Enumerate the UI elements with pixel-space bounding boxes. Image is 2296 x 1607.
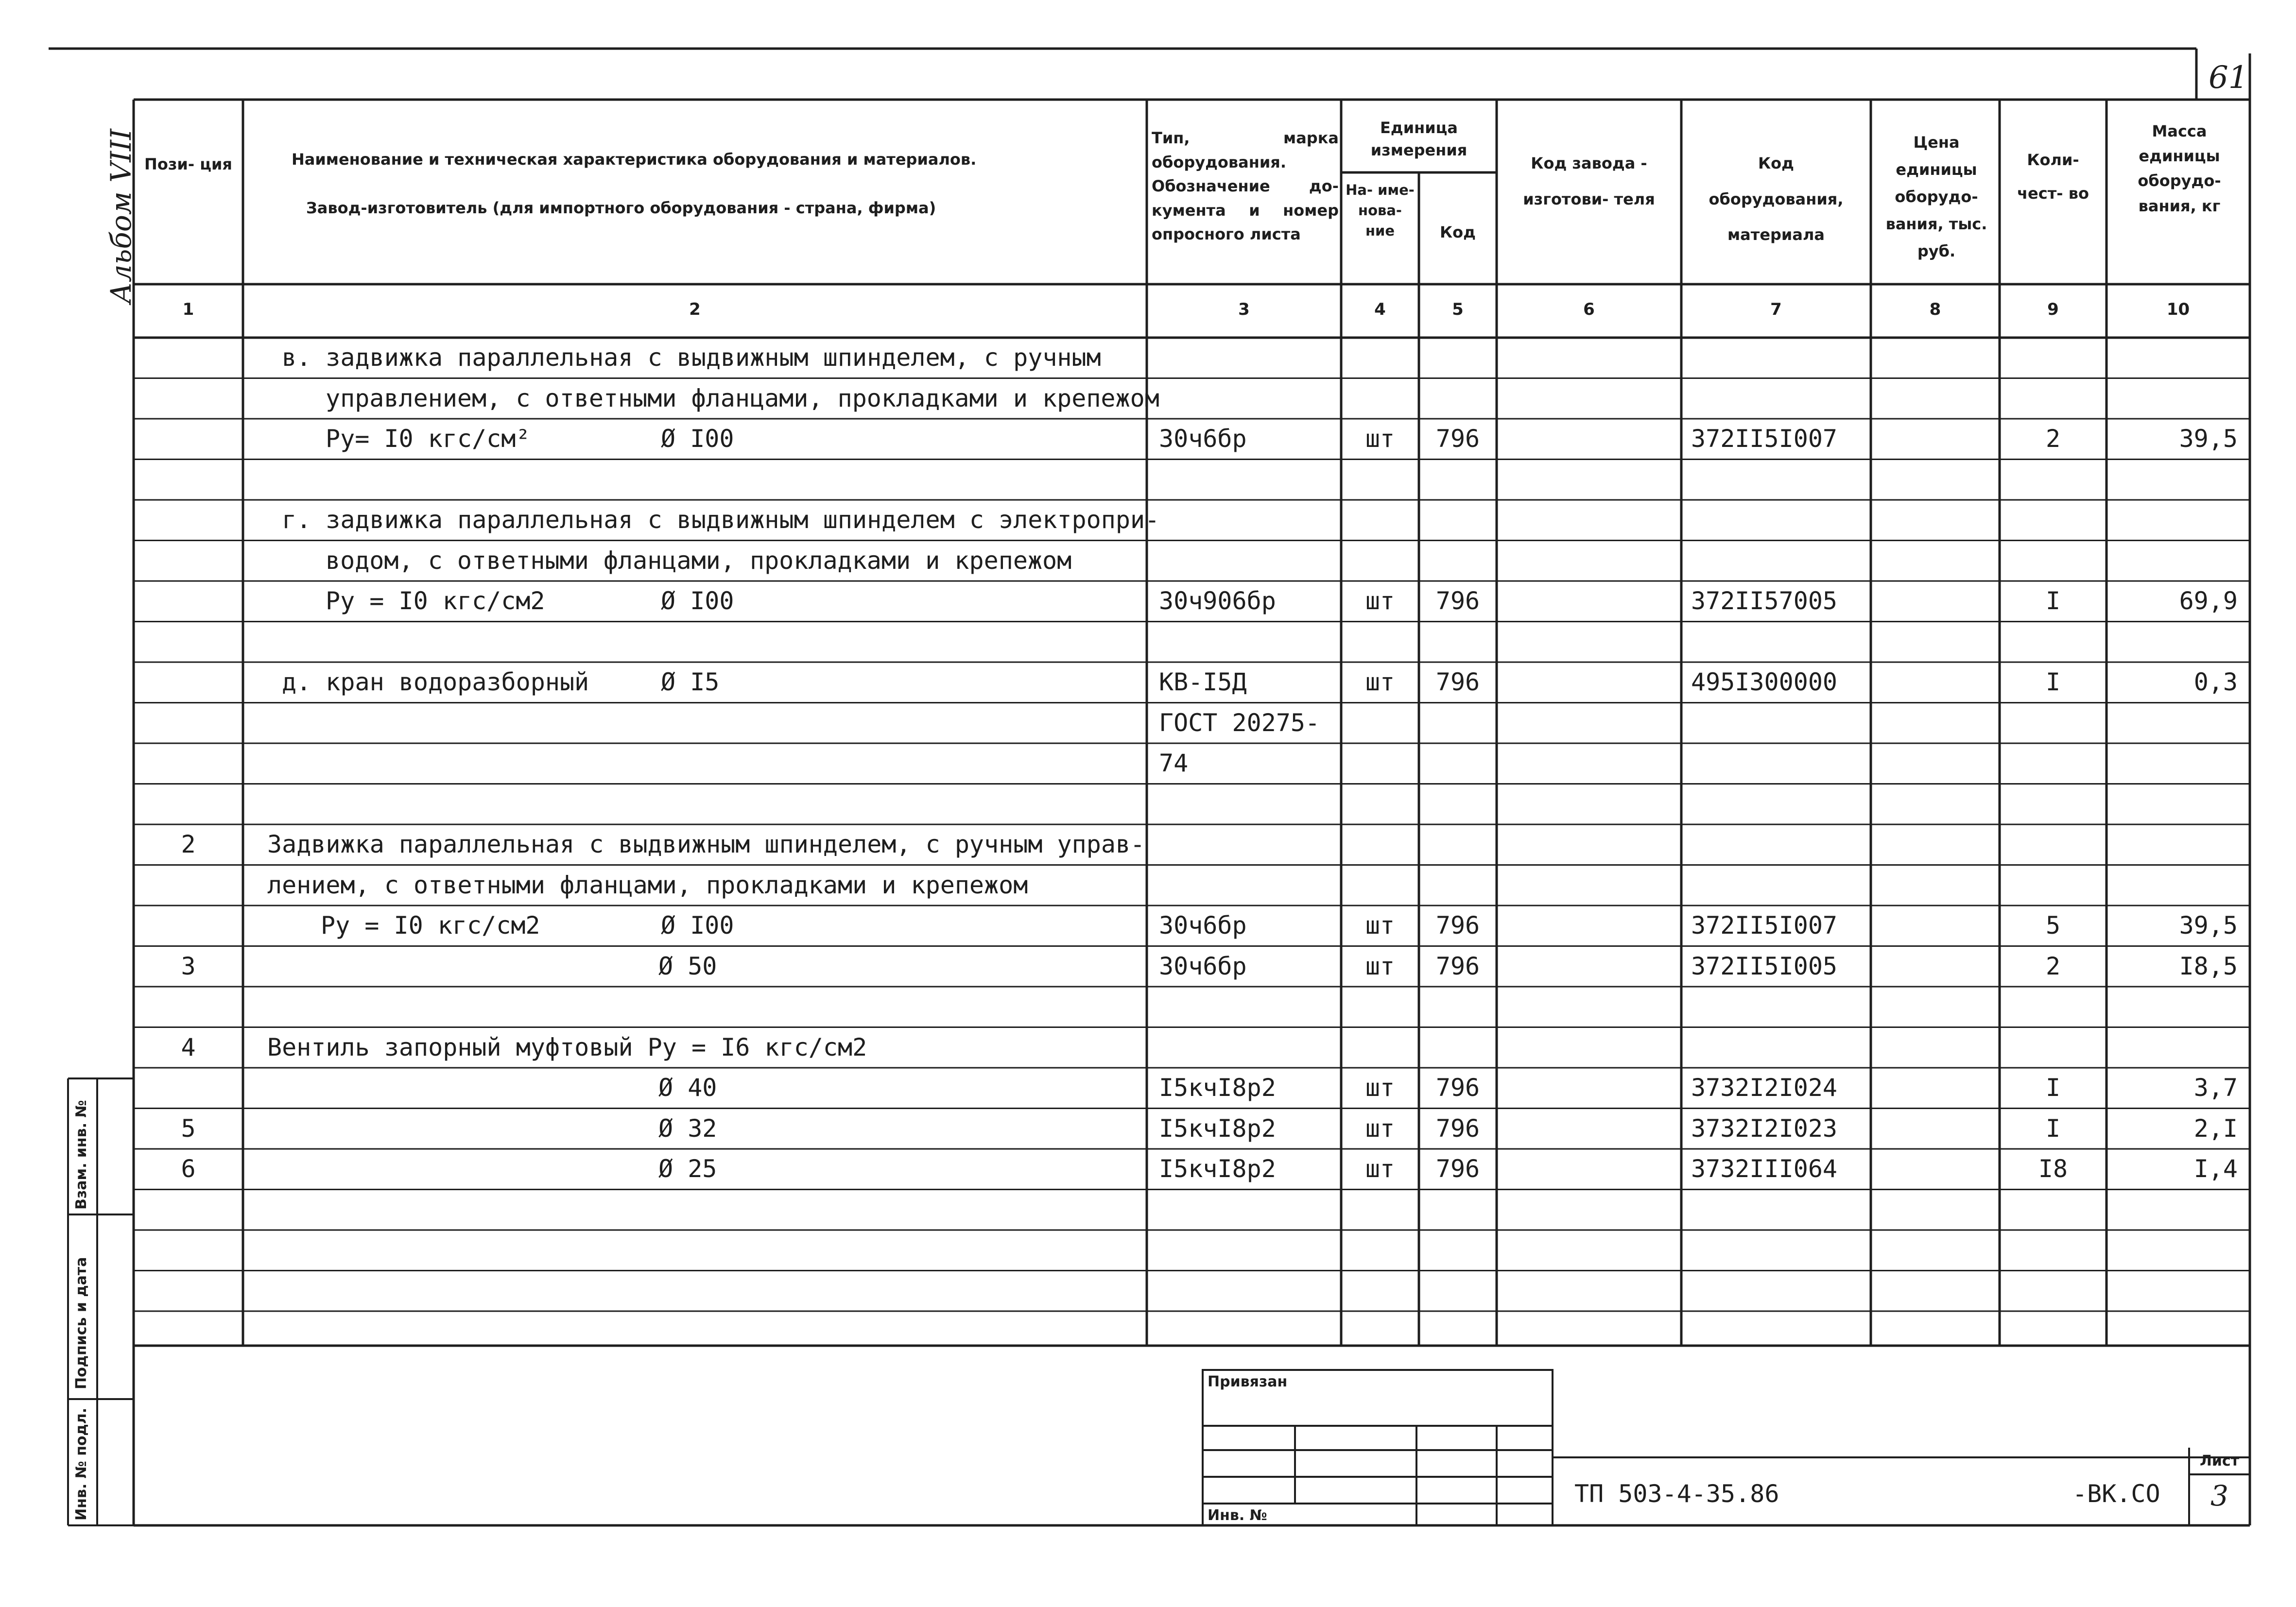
header-factory-code: Код завода - изготови- теля [1523,154,1655,208]
header-unit-mass: Масса единицы оборудо- вания, кг [2138,122,2221,215]
column-number: 5 [1452,300,1464,319]
row-type: 30ч6бр [1159,911,1247,940]
row-quantity: I8 [2038,1155,2068,1183]
row-diameter: Ø I5 [661,668,720,696]
row-quantity: 2 [2045,425,2061,453]
row-material-code: 3732III064 [1691,1155,1838,1183]
header-type: Тип, марка оборудования. Обозначение до- кумента и номер опросного листа [1152,129,1339,244]
row-name: управлением, с ответными фланцами, прокладками и крепежом [326,384,1159,412]
row-material-code: 495I300000 [1691,668,1838,696]
header-unit-price: Цена единицы оборудо- вания, тыс. руб. [1885,133,1987,260]
row-quantity: 2 [2045,952,2061,980]
row-quantity: I [2045,1074,2061,1102]
row-name: Py = I0 кгс/см2 [326,587,545,615]
row-quantity: I [2045,1114,2061,1143]
row-mass: 3,7 [2193,1074,2238,1102]
row-diameter: Ø 40 [658,1074,717,1102]
row-type: 30ч906бр [1159,587,1276,615]
header-name-line1: Наименование и техническая характеристика оборудования и материалов. [292,150,977,169]
row-diameter: Ø 32 [658,1114,717,1143]
row-type: 30ч6бр [1159,425,1247,453]
row-name: водом, с ответными фланцами, прокладками и крепежом [326,546,1072,575]
column-number: 6 [1583,300,1595,319]
column-number: 3 [1238,300,1250,319]
row-unit: шт [1365,1114,1395,1143]
row-material-code: 372II5I007 [1691,425,1838,453]
header-unit-code: Код [1440,223,1476,241]
row-material-code: 3732I2I024 [1691,1074,1838,1102]
row-unit: шт [1365,911,1395,940]
row-diameter: Ø 25 [658,1155,717,1183]
row-quantity: I [2045,668,2061,696]
column-number: 10 [2166,300,2190,319]
row-type: I5кчI8р2 [1159,1114,1276,1143]
column-number: 8 [1929,300,1941,319]
row-mass: 69,9 [2179,587,2238,615]
row-position: 5 [181,1114,196,1143]
side-stamp-inv-podl: Инв. № подл. [73,1407,90,1521]
side-stamp-podpis-data: Подпись и дата [73,1257,90,1389]
row-mass: 39,5 [2179,911,2238,940]
document-suffix: -ВК.СО [2072,1480,2160,1508]
row-unit: шт [1365,668,1395,696]
row-unit-code: 796 [1435,1155,1480,1183]
row-unit: шт [1365,425,1395,453]
row-name: Вентиль запорный муфтовый Py = I6 кгс/см2 [267,1033,867,1061]
column-number: 7 [1770,300,1782,319]
list-label: Лист [2199,1453,2240,1470]
row-name: д. кран водоразборный [282,668,589,696]
row-quantity: I [2045,587,2061,615]
row-material-code: 372II57005 [1691,587,1838,615]
list-number: 3 [2210,1479,2228,1512]
column-number: 2 [689,300,701,319]
header-quantity: Коли- чест- во [2017,151,2089,203]
header-unit-group: Единица измерения [1370,119,1467,160]
row-type: 74 [1159,749,1189,777]
row-name: Задвижка параллельная с выдвижным шпинделем, с ручным управ- [267,830,1145,858]
column-number: 1 [182,300,194,319]
header-name-line2: Завод-изготовитель (для импортного оборудования - страна, фирма) [306,199,936,217]
row-position: 6 [181,1155,196,1183]
row-type: КВ-I5Д [1159,668,1247,696]
row-name: в. задвижка параллельная с выдвижным шпинделем, с ручным [282,343,1101,372]
row-unit-code: 796 [1435,587,1480,615]
row-type: I5кчI8р2 [1159,1155,1276,1183]
row-mass: I,4 [2193,1155,2238,1183]
row-name: Py = I0 кгс/см2 [321,911,540,940]
document-code: ТП 503-4-35.86 [1574,1480,1779,1508]
column-number: 9 [2047,300,2059,319]
row-unit-code: 796 [1435,425,1480,453]
header-material-code: Код оборудования, материала [1709,154,1844,244]
stamp-privyazan: Привязан [1208,1373,1288,1390]
row-unit-code: 796 [1435,911,1480,940]
row-diameter: Ø 50 [658,952,717,980]
row-diameter: Ø I00 [661,587,734,615]
row-material-code: 372II5I007 [1691,911,1838,940]
row-diameter: Ø I00 [661,425,734,453]
row-mass: I8,5 [2179,952,2238,980]
row-name: Py= I0 кгс/см² [326,425,531,453]
side-stamp-vzam-inv: Взам. инв. № [73,1100,90,1210]
row-type: I5кчI8р2 [1159,1074,1276,1102]
row-diameter: Ø I00 [661,911,734,940]
row-type: ГОСТ 20275- [1159,708,1320,737]
row-name: г. задвижка параллельная с выдвижным шпинделем с электропри- [282,506,1160,534]
row-mass: 2,I [2193,1114,2238,1143]
row-material-code: 372II5I005 [1691,952,1838,980]
row-material-code: 3732I2I023 [1691,1114,1838,1143]
row-unit: шт [1365,1155,1395,1183]
row-quantity: 5 [2045,911,2061,940]
row-unit: шт [1365,1074,1395,1102]
header-position: Пози- ция [144,155,232,173]
row-unit-code: 796 [1435,1074,1480,1102]
row-mass: 39,5 [2179,425,2238,453]
sheet-number: 61 [2209,60,2248,96]
row-type: 30ч6бр [1159,952,1247,980]
stamp-inv-no: Инв. № [1208,1507,1267,1524]
column-number: 4 [1374,300,1386,319]
row-unit: шт [1365,952,1395,980]
row-unit-code: 796 [1435,1114,1480,1143]
row-mass: 0,3 [2193,668,2238,696]
album-label: Альбом VIII [104,129,138,304]
row-position: 2 [181,830,196,858]
row-unit: шт [1365,587,1395,615]
header-unit-name: На- име- нова- ние [1346,182,1415,239]
row-unit-code: 796 [1435,668,1480,696]
row-position: 4 [181,1033,196,1061]
row-unit-code: 796 [1435,952,1480,980]
row-position: 3 [181,952,196,980]
row-name: лением, с ответными фланцами, прокладками и крепежом [267,871,1028,899]
